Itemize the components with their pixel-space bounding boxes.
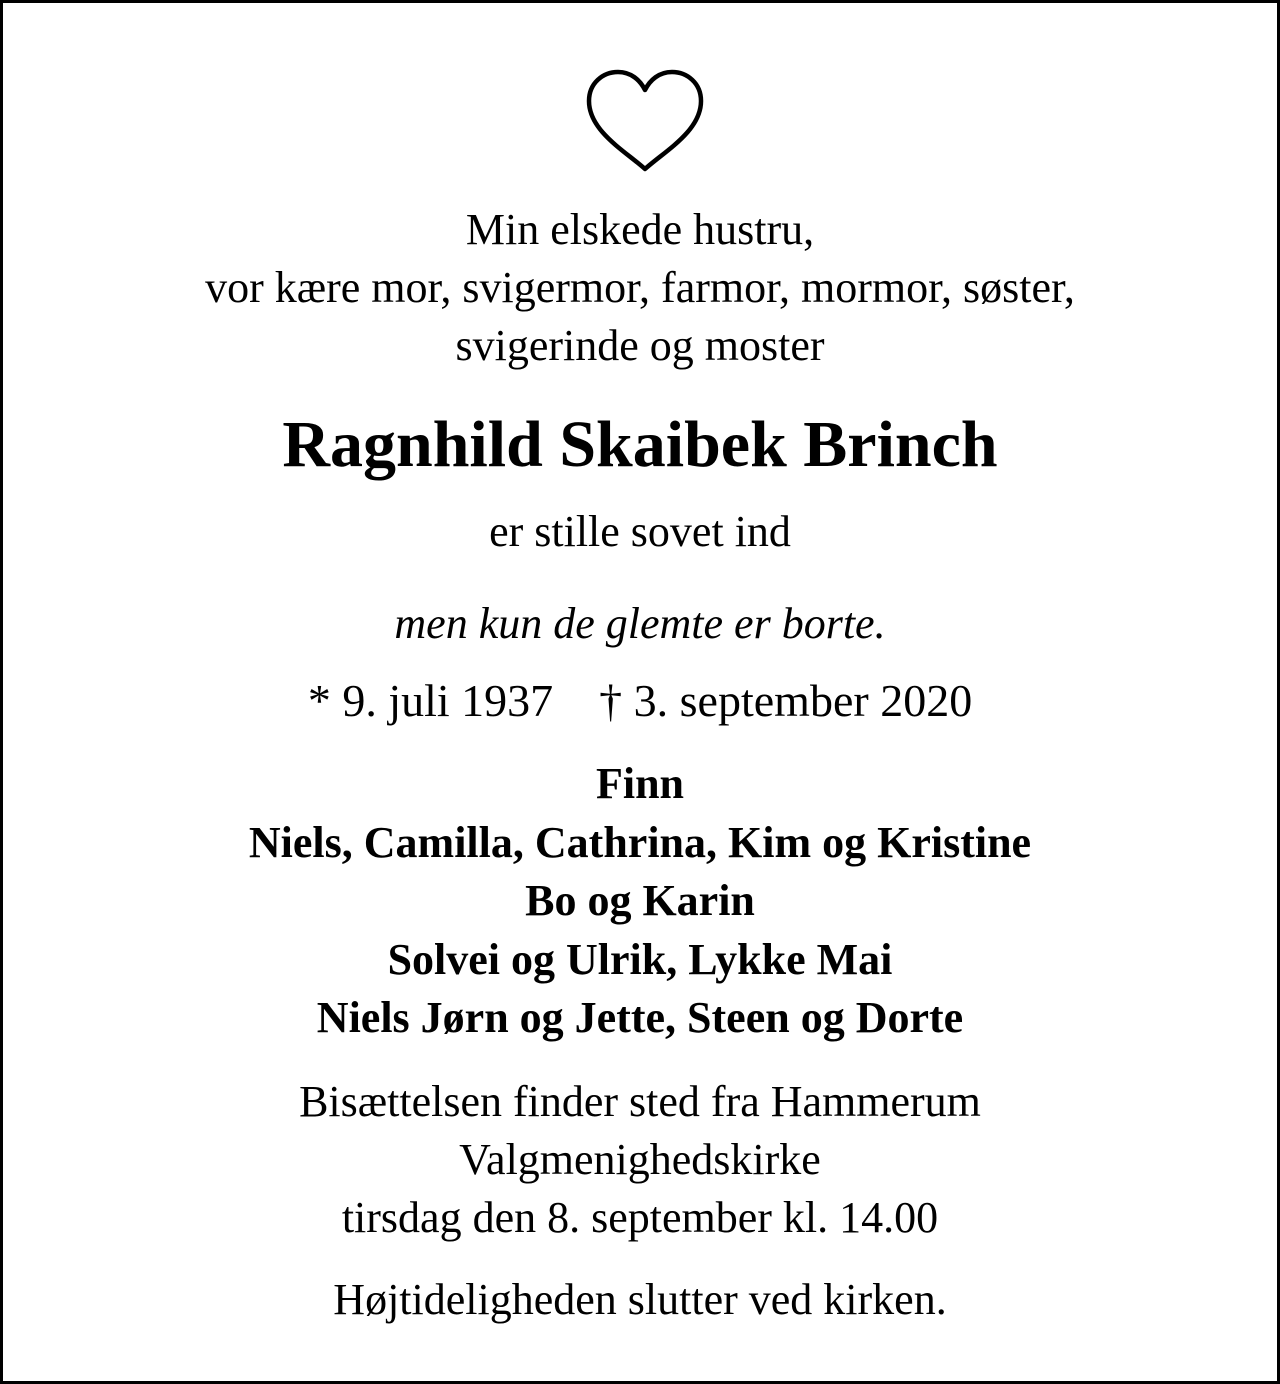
dates <box>3 671 1277 731</box>
death-date: † 3. september 2020 <box>599 675 973 726</box>
service-line: tirsdag den 8. september kl. 14.00 <box>341 1193 939 1242</box>
intro-line: vor kære mor, svigermor, farmor, mormor, søster, <box>205 263 1075 312</box>
intro-line: Min elskede hustru, <box>465 205 815 254</box>
intro-text <box>3 201 1277 375</box>
family-line: Niels Jørn og Jette, Steen og Dorte <box>316 993 964 1042</box>
family-list <box>3 755 1277 1048</box>
service-line: Valgmenighedskirke <box>459 1135 821 1184</box>
closing-text: Højtideligheden slutter ved kirken. <box>333 1275 947 1324</box>
subtitle: er stille sovet ind <box>489 507 791 556</box>
intro-line: svigerinde og moster <box>455 321 825 370</box>
heart-icon <box>585 69 705 173</box>
family-line: Finn <box>595 759 685 808</box>
deceased-name: Ragnhild Skaibek Brinch <box>282 408 998 481</box>
quote: men kun de glemte er borte. <box>394 599 886 648</box>
service-line: Bisættelsen finder sted fra Hammerum <box>299 1077 981 1126</box>
family-line: Bo og Karin <box>525 876 755 925</box>
birth-date: * 9. juli 1937 <box>307 675 554 726</box>
service-info <box>3 1073 1277 1247</box>
family-line: Niels, Camilla, Cathrina, Kim og Kristine <box>248 817 1032 867</box>
family-line: Solvei og Ulrik, Lykke Mai <box>387 934 893 984</box>
